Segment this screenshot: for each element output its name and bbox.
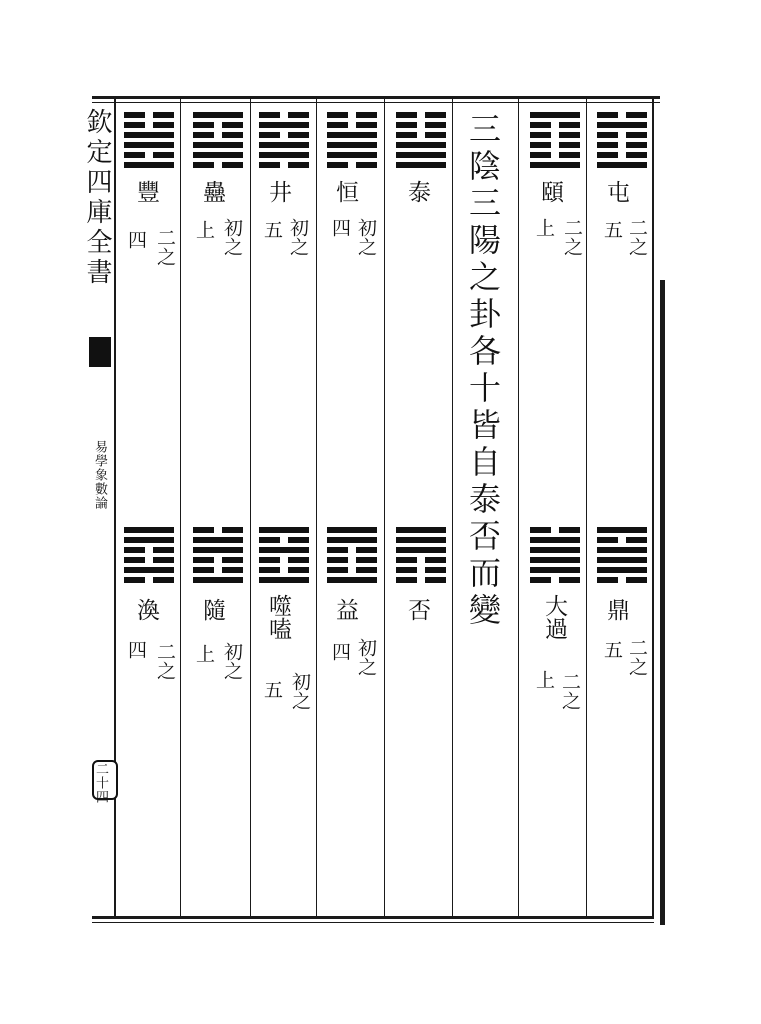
yang-line bbox=[530, 537, 580, 543]
yang-line bbox=[193, 537, 243, 543]
bottom-rule bbox=[92, 916, 654, 919]
yang-line bbox=[327, 152, 377, 158]
hexagram-note: 初之 bbox=[287, 218, 309, 256]
yin-line bbox=[327, 547, 377, 553]
yang-line bbox=[327, 577, 377, 583]
hexagram-note-line: 五 bbox=[601, 220, 623, 239]
hexagram-name: 大過 bbox=[541, 594, 567, 640]
yang-line bbox=[259, 152, 309, 158]
hexagram-note: 二之 bbox=[154, 642, 176, 680]
yang-line bbox=[396, 142, 446, 148]
yang-line bbox=[124, 132, 174, 138]
hexagram-name: 屯 bbox=[603, 180, 629, 203]
hexagram-note: 初之 bbox=[221, 642, 243, 680]
yang-line bbox=[259, 527, 309, 533]
yin-line bbox=[597, 577, 647, 583]
yin-line bbox=[597, 152, 647, 158]
yin-line bbox=[193, 132, 243, 138]
hexagram-name: 井 bbox=[265, 180, 291, 203]
hexagram-icon-da-guo bbox=[530, 527, 580, 587]
right-border bbox=[652, 99, 654, 917]
yang-line bbox=[327, 537, 377, 543]
yin-line bbox=[396, 122, 446, 128]
yang-line bbox=[193, 112, 243, 118]
yin-line bbox=[259, 557, 309, 563]
yin-line bbox=[327, 112, 377, 118]
hexagram-note-line: 四 bbox=[125, 230, 147, 249]
hexagram-icon-yi bbox=[530, 112, 580, 172]
yin-line bbox=[327, 557, 377, 563]
yin-line bbox=[530, 142, 580, 148]
yin-line bbox=[193, 567, 243, 573]
hexagram-note: 二之 bbox=[626, 638, 648, 676]
hexagram-name: 益 bbox=[332, 598, 358, 621]
yin-line bbox=[124, 547, 174, 553]
column-divider bbox=[384, 99, 385, 917]
hexagram-name: 豐 bbox=[133, 180, 159, 203]
yin-line bbox=[597, 132, 647, 138]
hexagram-icon-tai bbox=[396, 112, 446, 172]
yin-line bbox=[193, 557, 243, 563]
hexagram-icon-zhun bbox=[597, 112, 647, 172]
yin-line bbox=[530, 132, 580, 138]
hexagram-name: 否 bbox=[404, 598, 430, 621]
hexagram-note-line: 上 bbox=[193, 644, 215, 663]
yin-line bbox=[259, 112, 309, 118]
hexagram-name: 頤 bbox=[537, 180, 563, 203]
yin-line bbox=[259, 537, 309, 543]
yang-line bbox=[124, 142, 174, 148]
yang-line bbox=[327, 527, 377, 533]
hexagram-name: 蠱 bbox=[199, 180, 225, 203]
column-divider bbox=[518, 99, 519, 917]
yang-line bbox=[193, 547, 243, 553]
yang-line bbox=[259, 547, 309, 553]
hexagram-note: 二之 bbox=[559, 672, 581, 710]
hexagram-note-line: 五 bbox=[261, 680, 283, 699]
yin-line bbox=[530, 577, 580, 583]
top-rule-thin bbox=[92, 102, 660, 103]
yang-line bbox=[530, 547, 580, 553]
yin-line bbox=[396, 567, 446, 573]
hexagram-icon-jing bbox=[259, 112, 309, 172]
hexagram-name: 渙 bbox=[133, 598, 159, 621]
book-title: 易學象數論 bbox=[92, 440, 107, 510]
hexagram-note-line: 上 bbox=[533, 218, 555, 237]
yin-line bbox=[193, 122, 243, 128]
yang-line bbox=[396, 162, 446, 168]
page-number: 二十四 bbox=[93, 762, 108, 804]
yang-line bbox=[530, 557, 580, 563]
yang-line bbox=[597, 567, 647, 573]
yang-line bbox=[193, 577, 243, 583]
yin-line bbox=[124, 122, 174, 128]
yang-line bbox=[327, 132, 377, 138]
yang-line bbox=[124, 537, 174, 543]
yin-line bbox=[396, 112, 446, 118]
yin-line bbox=[259, 132, 309, 138]
column-divider bbox=[250, 99, 251, 917]
yin-line bbox=[124, 152, 174, 158]
hexagram-note: 初之 bbox=[355, 638, 377, 676]
hexagram-name: 噬嗑 bbox=[265, 594, 291, 640]
hexagram-note: 二之 bbox=[561, 218, 583, 256]
hexagram-icon-pi bbox=[396, 527, 446, 587]
hexagram-name: 鼎 bbox=[603, 598, 629, 621]
hexagram-icon-shi-he bbox=[259, 527, 309, 587]
column-divider bbox=[586, 99, 587, 917]
hexagram-note: 初之 bbox=[289, 672, 311, 710]
yin-line bbox=[124, 112, 174, 118]
bottom-rule-thin bbox=[92, 922, 654, 923]
yang-line bbox=[259, 577, 309, 583]
yang-line bbox=[193, 152, 243, 158]
yang-line bbox=[530, 567, 580, 573]
hexagram-note: 初之 bbox=[355, 218, 377, 256]
hexagram-note-line: 四 bbox=[125, 640, 147, 659]
yin-line bbox=[530, 152, 580, 158]
yin-line bbox=[530, 122, 580, 128]
yin-line bbox=[597, 142, 647, 148]
yang-line bbox=[530, 112, 580, 118]
yin-line bbox=[530, 527, 580, 533]
yin-line bbox=[597, 537, 647, 543]
yin-line bbox=[396, 577, 446, 583]
yin-line bbox=[597, 112, 647, 118]
hexagram-note: 二之 bbox=[626, 218, 648, 256]
yin-line bbox=[327, 162, 377, 168]
yang-line bbox=[124, 567, 174, 573]
hexagram-note-line: 上 bbox=[533, 670, 555, 689]
yang-line bbox=[597, 557, 647, 563]
hexagram-note-line: 四 bbox=[329, 642, 351, 661]
hexagram-name: 恒 bbox=[332, 180, 358, 203]
yang-line bbox=[597, 122, 647, 128]
column-divider bbox=[316, 99, 317, 917]
yin-line bbox=[259, 567, 309, 573]
yang-line bbox=[259, 142, 309, 148]
hexagram-icon-feng bbox=[124, 112, 174, 172]
yang-line bbox=[396, 527, 446, 533]
hexagram-icon-yi-increase bbox=[327, 527, 377, 587]
yin-line bbox=[259, 162, 309, 168]
yang-line bbox=[124, 527, 174, 533]
hexagram-note: 二之 bbox=[154, 228, 176, 266]
yang-line bbox=[396, 547, 446, 553]
yang-line bbox=[597, 547, 647, 553]
yang-line bbox=[396, 537, 446, 543]
yang-line bbox=[193, 142, 243, 148]
column-divider bbox=[180, 99, 181, 917]
hexagram-name: 泰 bbox=[404, 180, 430, 203]
fish-tail-mark bbox=[89, 337, 111, 367]
yang-line bbox=[597, 527, 647, 533]
hexagram-icon-sui bbox=[193, 527, 243, 587]
yin-line bbox=[124, 577, 174, 583]
yang-line bbox=[530, 162, 580, 168]
section-heading: 三陰三陽之卦各十皆自泰否而變 bbox=[464, 112, 502, 630]
yin-line bbox=[396, 132, 446, 138]
top-rule bbox=[92, 96, 660, 99]
yin-line bbox=[327, 122, 377, 128]
yin-line bbox=[193, 162, 243, 168]
hexagram-note: 初之 bbox=[221, 218, 243, 256]
yin-line bbox=[327, 567, 377, 573]
right-border-thick bbox=[660, 280, 665, 925]
hexagram-name: 隨 bbox=[199, 598, 225, 621]
yin-line bbox=[193, 527, 243, 533]
hexagram-note-line: 上 bbox=[193, 220, 215, 239]
hexagram-icon-gu bbox=[193, 112, 243, 172]
series-title: 欽定四庫全書 bbox=[82, 108, 112, 288]
yang-line bbox=[327, 142, 377, 148]
yang-line bbox=[124, 162, 174, 168]
yang-line bbox=[396, 152, 446, 158]
hexagram-note-line: 五 bbox=[601, 640, 623, 659]
yin-line bbox=[396, 557, 446, 563]
page-number-box bbox=[92, 760, 118, 804]
hexagram-icon-heng bbox=[327, 112, 377, 172]
column-divider bbox=[452, 99, 453, 917]
hexagram-note-line: 四 bbox=[329, 218, 351, 237]
hexagram-icon-ding bbox=[597, 527, 647, 587]
yang-line bbox=[259, 122, 309, 128]
hexagram-note-line: 五 bbox=[261, 220, 283, 239]
yang-line bbox=[597, 162, 647, 168]
yin-line bbox=[124, 557, 174, 563]
hexagram-icon-huan bbox=[124, 527, 174, 587]
